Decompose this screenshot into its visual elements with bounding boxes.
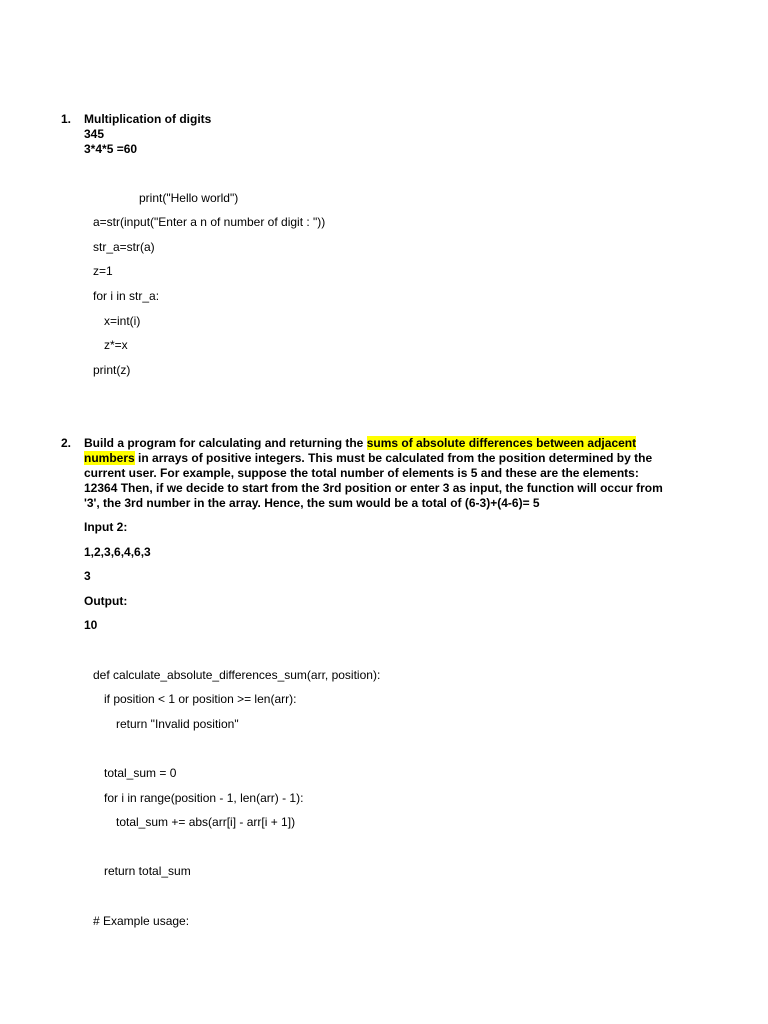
- code-line: print("Hello world"): [139, 191, 239, 205]
- section-2-description: [84, 436, 674, 511]
- code-line: # Example usage:: [93, 914, 190, 928]
- code-line: z=1: [93, 264, 113, 278]
- input-position: 3: [84, 569, 91, 583]
- code-line: return "Invalid position": [116, 717, 239, 731]
- output-value: 10: [84, 618, 98, 632]
- output-label: Output:: [84, 594, 128, 608]
- code-line: x=int(i): [104, 314, 141, 328]
- section-2-number: 2.: [61, 436, 72, 450]
- code-line: z*=x: [104, 338, 128, 352]
- code-line: return total_sum: [104, 864, 191, 878]
- input-array: 1,2,3,6,4,6,3: [84, 545, 151, 559]
- code-line: total_sum = 0: [104, 766, 177, 780]
- code-line: for i in range(position - 1, len(arr) - 1):: [104, 791, 304, 805]
- code-line: print(z): [93, 363, 131, 377]
- section-1-title: Multiplication of digits: [84, 112, 212, 126]
- section-1-example-calc: 3*4*5 =60: [84, 142, 138, 156]
- highlighted-text: sums of absolute differences between adjacent numbers: [84, 436, 637, 465]
- code-line: if position < 1 or position >= len(arr):: [104, 692, 297, 706]
- code-line: total_sum += abs(arr[i] - arr[i + 1]): [116, 815, 296, 829]
- description-text: in arrays of positive integers. This must be calculated from the position determined by the current user. For example, suppose the total number of elements is 5 and these are the elements: 12364 Then, if we decide to start from the 3rd position or enter 3 as input, the function will occur from '3', the 3rd number in the array. Hence, the sum would be a total of (6-3)+(4-6)= 5: [84, 451, 663, 510]
- code-line: str_a=str(a): [93, 240, 155, 254]
- code-line: a=str(input("Enter a n of number of digit : ")): [93, 215, 326, 229]
- input-label: Input 2:: [84, 520, 128, 534]
- code-line: def calculate_absolute_differences_sum(arr, position):: [93, 668, 381, 682]
- code-line: for i in str_a:: [93, 289, 160, 303]
- section-1-number: 1.: [61, 112, 72, 126]
- description-text: Build a program for calculating and returning the: [84, 436, 367, 450]
- section-1-example-input: 345: [84, 127, 105, 141]
